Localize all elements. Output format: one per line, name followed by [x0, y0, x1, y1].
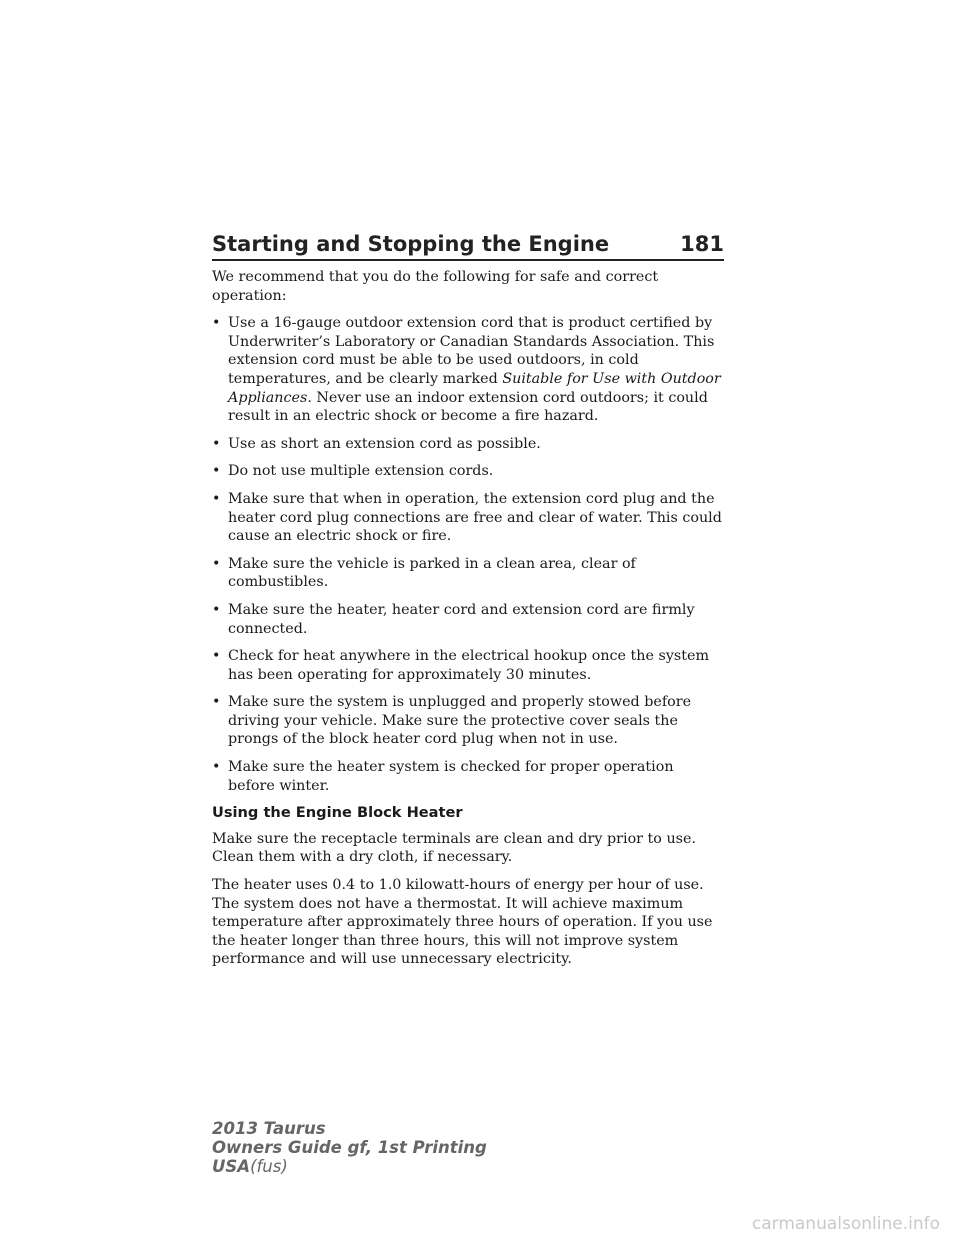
- bullet-text: Make sure that when in operation, the extension cord plug and the heater cord plug connections are free and clear of water. This could cause an electric shock or fire.: [228, 490, 722, 545]
- bullet-text: Do not use multiple extension cords.: [228, 463, 494, 480]
- bullet-text: Make sure the heater, heater cord and extension cord are firmly connected.: [228, 601, 695, 637]
- page-header: [212, 232, 724, 261]
- body-paragraph: The heater uses 0.4 to 1.0 kilowatt-hours of energy per hour of use. The system does not have a thermostat. It will achieve maximum temperature after approximately three hours of operation. If you use the heater longer than three hours, this will not improve system performance and will use unnecessary electricity.: [212, 877, 713, 968]
- bullet-item: [212, 601, 724, 638]
- body-paragraph: Make sure the receptacle terminals are clean and dry prior to use. Clean them with a dry cloth, if necessary.: [212, 830, 697, 866]
- bullet-text-italic: Suitable for Use with Outdoor Appliances: [228, 370, 721, 406]
- section-heading: Using the Engine Block Heater: [212, 804, 463, 822]
- bullet-icon: •: [212, 315, 221, 332]
- page-number: 181: [680, 232, 724, 256]
- bullet-item: [212, 693, 724, 749]
- bullet-icon: •: [212, 463, 221, 480]
- section-title: Starting and Stopping the Engine: [212, 232, 610, 256]
- bullet-text: Make sure the system is unplugged and properly stowed before driving your vehicle. Make sure the protective cover seals the prongs of the block heater cord plug when not in use.: [228, 694, 692, 748]
- watermark: carmanualsonline.info: [751, 1214, 940, 1234]
- bullet-text: Make sure the vehicle is parked in a clean area, clear of combustibles.: [228, 555, 636, 591]
- bullet-icon: •: [212, 648, 221, 665]
- bullet-icon: •: [212, 555, 221, 572]
- bullet-item: [212, 462, 724, 481]
- document-footer: [212, 1119, 487, 1176]
- safety-bullet-list: [212, 314, 724, 795]
- bullet-item: [212, 555, 724, 592]
- bullet-item: [212, 490, 724, 546]
- intro-paragraph: We recommend that you do the following for safe and correct operation:: [212, 269, 659, 304]
- bullet-text: Check for heat anywhere in the electrical hookup once the system has been operating for approximately 30 minutes.: [228, 648, 710, 683]
- bullet-icon: •: [212, 759, 221, 776]
- bullet-item: [212, 758, 724, 795]
- bullet-text: . Never use an indoor extension cord outdoors; it could result in an electric shock or become a fire hazard.: [228, 389, 708, 425]
- page-body: [212, 268, 724, 978]
- bullet-icon: •: [212, 694, 221, 711]
- bullet-item: [212, 314, 724, 426]
- bullet-item: [212, 647, 724, 684]
- bullet-text: Use a 16-gauge outdoor extension cord that is product certified by Underwriter’s Laboratory or Canadian Standards Association. This extension cord must be able to be used outdoors, in cold temperatures, and be clearly marked: [228, 315, 715, 387]
- bullet-item: [212, 435, 724, 454]
- footer-region: USA: [212, 1157, 251, 1176]
- footer-region-code: (fus): [250, 1157, 288, 1176]
- bullet-text: Make sure the heater system is checked for proper operation before winter.: [228, 759, 674, 794]
- footer-guide-line: Owners Guide gf, 1st Printing: [212, 1138, 487, 1157]
- bullet-icon: •: [212, 601, 221, 618]
- bullet-text: Use as short an extension cord as possible.: [228, 435, 541, 452]
- bullet-icon: •: [212, 435, 221, 452]
- footer-region-line: [212, 1157, 487, 1176]
- bullet-icon: •: [212, 490, 221, 507]
- footer-model-line: 2013 Taurus: [212, 1119, 326, 1138]
